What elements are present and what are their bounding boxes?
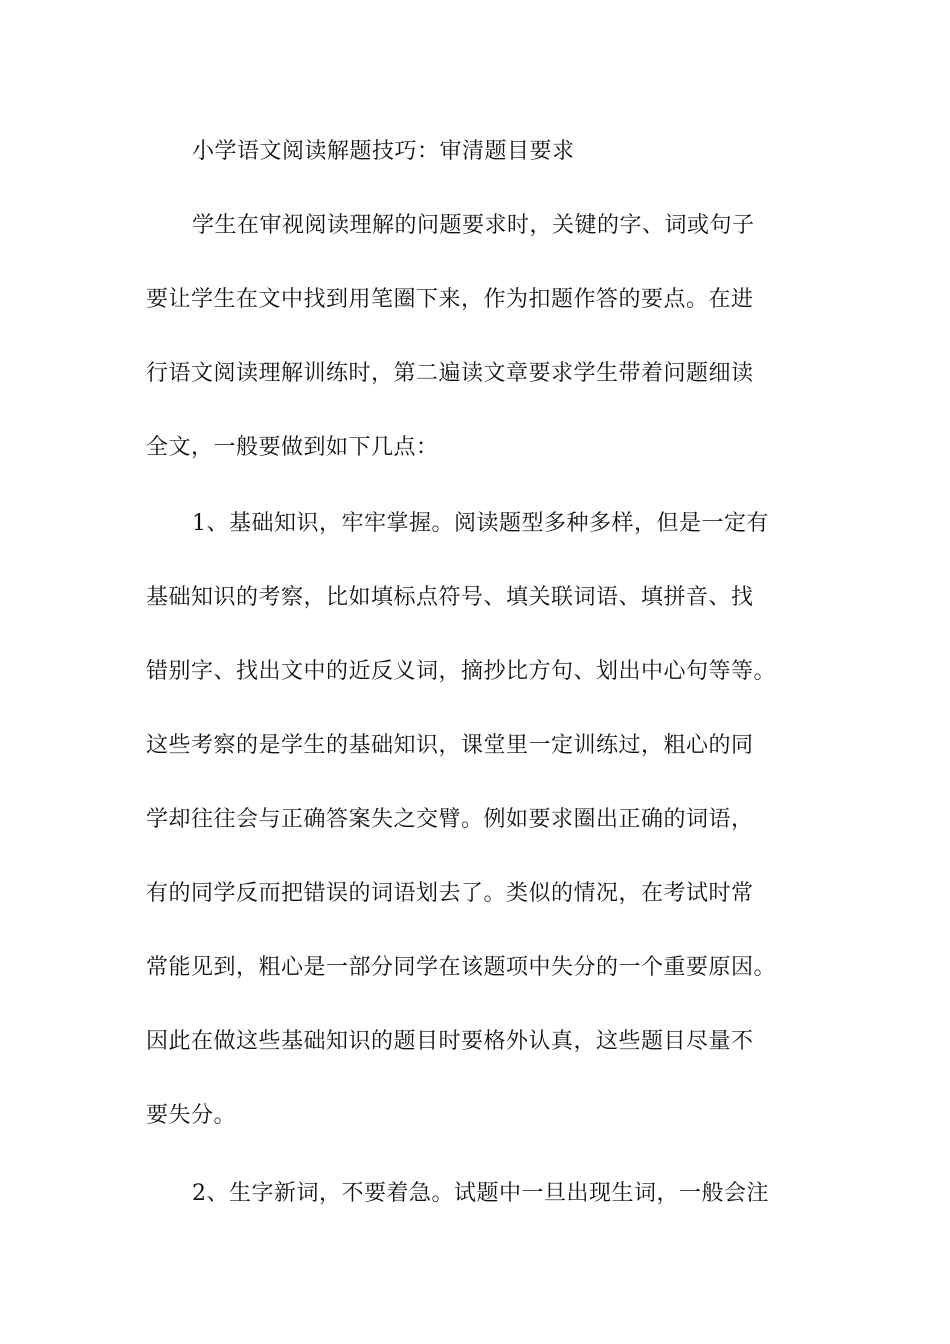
paragraph-line: 全文，一般要做到如下几点： [146, 435, 439, 460]
document-title: 小学语文阅读解题技巧：审清题目要求 [192, 139, 575, 164]
paragraph-line: 基础知识的考察，比如填标点符号、填关联词语、填拼音、找 [146, 585, 754, 610]
paragraph-line: 行语文阅读理解训练时，第二遍读文章要求学生带着问题细读 [146, 361, 754, 386]
paragraph-line: 要让学生在文中找到用笔圈下来，作为扣题作答的要点。在进 [146, 287, 754, 312]
paragraph-line: 要失分。 [146, 1103, 237, 1128]
paragraph-line: 学生在审视阅读理解的问题要求时，关键的字、词或句子 [192, 213, 755, 238]
paragraph-line: 2、生字新词，不要着急。试题中一旦出现生词，一般会注 [192, 1181, 769, 1206]
paragraph-line: 学却往往会与正确答案失之交臂。例如要求圈出正确的词语， [146, 807, 754, 832]
paragraph-line: 有的同学反而把错误的词语划去了。类似的情况，在考试时常 [146, 881, 754, 906]
paragraph-line: 错别字、找出文中的近反义词，摘抄比方句、划出中心句等等。 [146, 659, 777, 684]
paragraph-line: 因此在做这些基础知识的题目时要格外认真，这些题目尽量不 [146, 1029, 754, 1054]
paragraph-line: 这些考察的是学生的基础知识，课堂里一定训练过，粗心的同 [146, 733, 754, 758]
paragraph-line: 1、基础知识，牢牢掌握。阅读题型多种多样，但是一定有 [192, 511, 769, 536]
paragraph-line: 常能见到，粗心是一部分同学在该题项中失分的一个重要原因。 [146, 955, 777, 980]
